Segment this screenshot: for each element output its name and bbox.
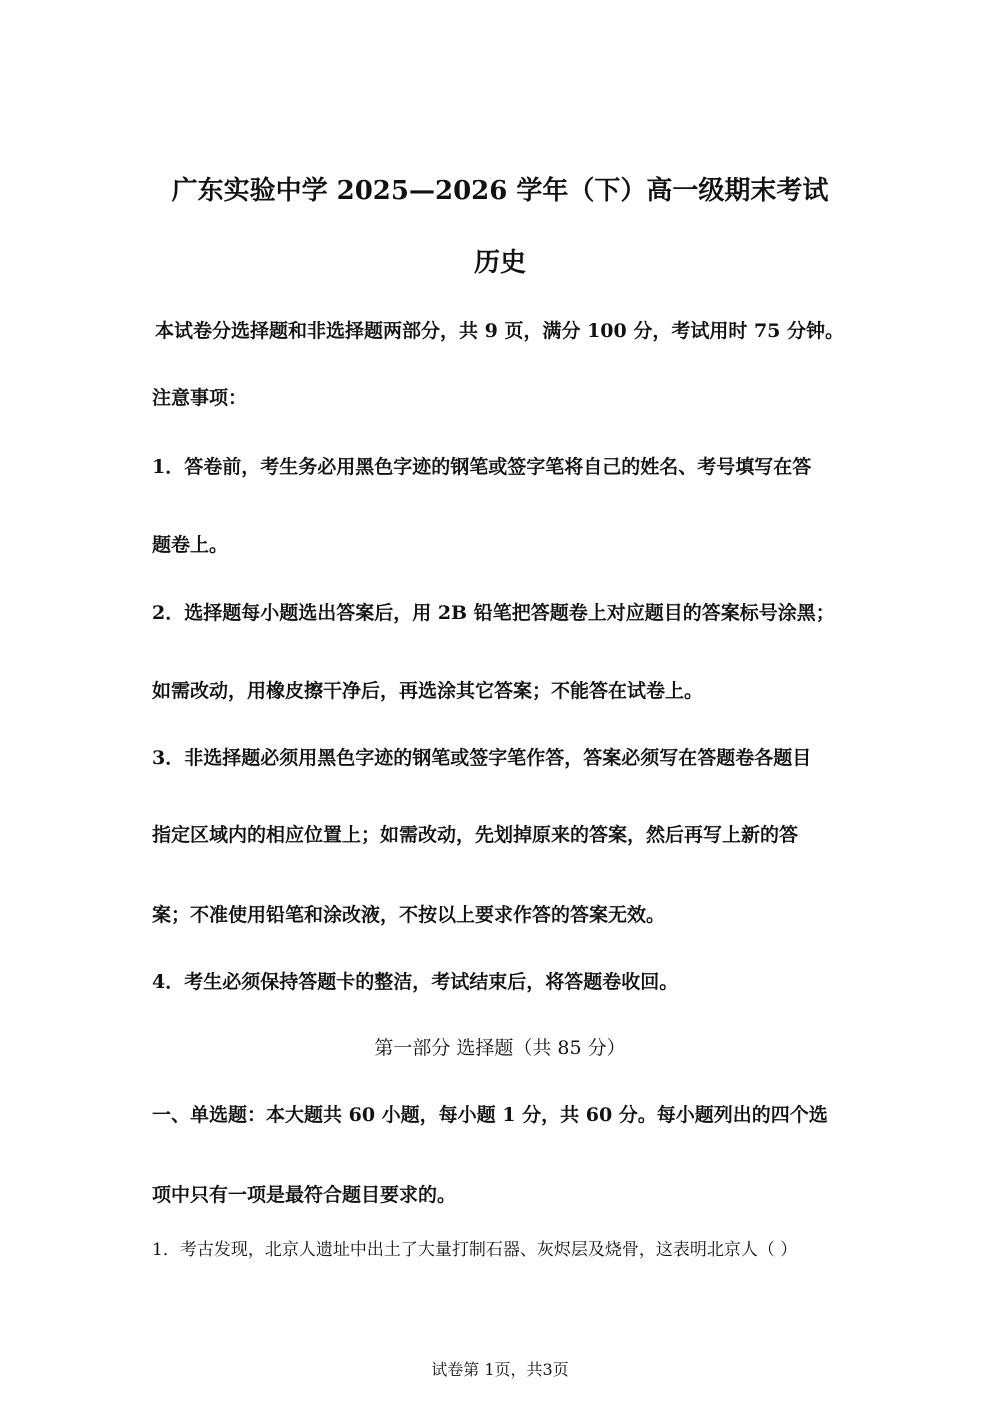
subject-title: 历史 <box>473 248 526 278</box>
notice-heading: 注意事项： <box>152 387 248 409</box>
note-3-line-2: 指定区域内的相应位置上；如需改动，先划掉原来的答案，然后再写上新的答 <box>152 824 799 846</box>
section-heading-line-1: 一、单选题：本大题共 60 小题，每小题 1 分，共 60 分。每小题列出的四个选 <box>152 1104 828 1126</box>
part-heading: 第一部分 选择题（共 85 分） <box>374 1037 626 1059</box>
note-3-line-1: 3．非选择题必须用黑色字迹的钢笔或签字笔作答，答案必须写在答题卷各题目 <box>152 747 812 769</box>
page-footer: 试卷第 1页，共3页 <box>431 1360 569 1379</box>
question-1: 1．考古发现，北京人遗址中出土了大量打制石器、灰烬层及烧骨，这表明北京人（ ） <box>152 1240 798 1260</box>
note-2-line-2: 如需改动，用橡皮擦干净后，再选涂其它答案；不能答在试卷上。 <box>152 680 704 702</box>
exam-intro: 本试卷分选择题和非选择题两部分，共 9 页，满分 100 分，考试用时 75 分钟。 <box>155 320 845 342</box>
note-4-line-1: 4．考生必须保持答题卡的整洁，考试结束后，将答题卷收回。 <box>152 971 679 993</box>
note-1-line-2: 题卷上。 <box>152 534 229 556</box>
note-2-line-1: 2．选择题每小题选出答案后，用 2B 铅笔把答题卷上对应题目的答案标号涂黑； <box>152 602 835 624</box>
note-1-line-1: 1．答卷前，考生务必用黑色字迹的钢笔或签字笔将自己的姓名、考号填写在答 <box>152 456 812 478</box>
note-3-line-3: 案；不准使用铅笔和涂改液，不按以上要求作答的答案无效。 <box>152 904 666 926</box>
exam-title: 广东实验中学 2025—2026 学年（下）高一级期末考试 <box>171 176 829 206</box>
section-heading-line-2: 项中只有一项是最符合题目要求的。 <box>152 1184 457 1206</box>
